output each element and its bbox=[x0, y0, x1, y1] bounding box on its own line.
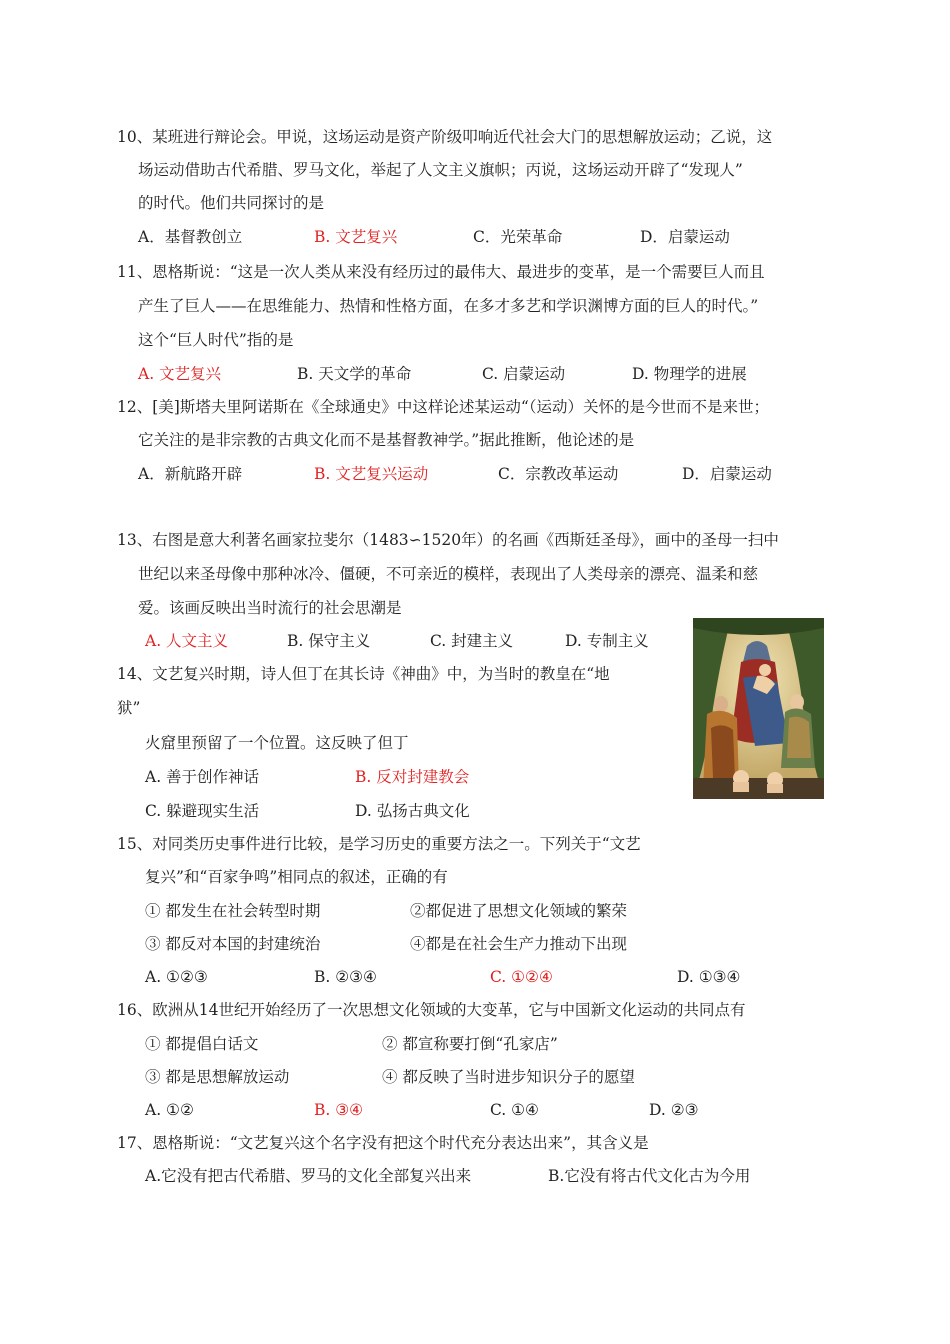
q16-stem-line-1: 16、欧洲从14世纪开始经历了一次思想文化领域的大变革，它与中国新文化运动的共同点有 bbox=[117, 1001, 746, 1019]
q12-option-d: D．启蒙运动 bbox=[682, 465, 772, 483]
q10-stem-line-3: 的时代。他们共同探讨的是 bbox=[138, 194, 325, 212]
q10-stem-line-2: 场运动借助古代希腊、罗马文化，举起了人文主义旗帜；丙说，这场运动开辟了“发现人” bbox=[138, 161, 743, 179]
q11-option-c: C. 启蒙运动 bbox=[482, 365, 566, 383]
q15-option-b: B. ②③④ bbox=[314, 968, 377, 986]
q13-option-c: C. 封建主义 bbox=[430, 632, 514, 650]
q13-stem-line-3: 爱。该画反映出当时流行的社会思潮是 bbox=[138, 599, 402, 617]
q16-statement-3: ③ 都是思想解放运动 bbox=[145, 1068, 290, 1086]
q16-option-d: D. ②③ bbox=[649, 1101, 699, 1119]
q11-stem-line-3: 这个“巨人时代”指的是 bbox=[138, 331, 294, 349]
q12-stem-line-2: 它关注的是非宗教的古典文化而不是基督教神学。”据此推断，他论述的是 bbox=[138, 431, 635, 449]
q14-stem-line-1: 14、文艺复兴时期，诗人但丁在其长诗《神曲》中，为当时的教皇在“地 bbox=[117, 665, 610, 683]
q14-option-a: A. 善于创作神话 bbox=[145, 768, 260, 786]
q15-statement-4: ④都是在社会生产力推动下出现 bbox=[410, 935, 628, 953]
q14-stem-line-3: 火窟里预留了一个位置。这反映了但丁 bbox=[145, 734, 409, 752]
q13-option-a-answer: A. 人文主义 bbox=[145, 632, 229, 650]
q16-option-c: C. ①④ bbox=[490, 1101, 539, 1119]
q12-option-b-answer: B. 文艺复兴运动 bbox=[314, 465, 429, 483]
q10-option-c: C．光荣革命 bbox=[473, 228, 563, 246]
q17-stem-line-1: 17、恩格斯说：“文艺复兴这个名字没有把这个时代充分表达出来”，其含义是 bbox=[117, 1134, 649, 1152]
q14-option-d: D. 弘扬古典文化 bbox=[355, 802, 470, 820]
q15-statement-2: ②都促进了思想文化领域的繁荣 bbox=[410, 902, 628, 920]
q13-option-b: B. 保守主义 bbox=[287, 632, 371, 650]
q14-stem-line-2: 狱” bbox=[117, 699, 141, 717]
q11-stem-line-2: 产生了巨人——在思维能力、热情和性格方面，在多才多艺和学识渊博方面的巨人的时代。” bbox=[138, 297, 759, 315]
q15-statement-1: ① 都发生在社会转型时期 bbox=[145, 902, 321, 920]
q11-option-b: B. 天文学的革命 bbox=[297, 365, 412, 383]
q12-stem-line-1: 12、[美]斯塔夫里阿诺斯在《全球通史》中这样论述某运动“（运动）关怀的是今世而不是来世； bbox=[117, 398, 769, 416]
q15-stem-line-2: 复兴”和“百家争鸣”相同点的叙述，正确的有 bbox=[145, 868, 448, 886]
q12-option-c: C．宗教改革运动 bbox=[498, 465, 619, 483]
q14-option-c: C. 躲避现实生活 bbox=[145, 802, 260, 820]
q16-statement-2: ② 都宣称要打倒“孔家店” bbox=[382, 1035, 558, 1053]
q10-stem-line-1: 10、某班进行辩论会。甲说，这场运动是资产阶级叩响近代社会大门的思想解放运动；乙说，这 bbox=[117, 128, 773, 146]
q10-option-a: A．基督教创立 bbox=[138, 228, 243, 246]
sistine-madonna-painting-icon bbox=[693, 618, 824, 799]
q13-stem-line-2: 世纪以来圣母像中那种冰冷、僵硬，不可亲近的模样，表现出了人类母亲的漂亮、温柔和慈 bbox=[138, 565, 759, 583]
q17-option-b: B.它没有将古代文化古为今用 bbox=[548, 1167, 751, 1185]
q13-option-d: D. 专制主义 bbox=[565, 632, 649, 650]
q12-option-a: A．新航路开辟 bbox=[138, 465, 243, 483]
q14-option-b-answer: B. 反对封建教会 bbox=[355, 768, 470, 786]
q11-option-d: D. 物理学的进展 bbox=[632, 365, 747, 383]
q17-option-a: A.它没有把古代希腊、罗马的文化全部复兴出来 bbox=[145, 1167, 472, 1185]
q13-stem-line-1: 13、右图是意大利著名画家拉斐尔（1483∽1520年）的名画《西斯廷圣母》，画中的圣母一扫中 bbox=[117, 531, 779, 549]
q11-option-a-answer: A. 文艺复兴 bbox=[138, 365, 222, 383]
q15-stem-line-1: 15、对同类历史事件进行比较，是学习历史的重要方法之一。下列关于“文艺 bbox=[117, 835, 641, 853]
q16-option-a: A. ①② bbox=[145, 1101, 194, 1119]
q10-option-d: D．启蒙运动 bbox=[640, 228, 730, 246]
q10-option-b-answer: B. 文艺复兴 bbox=[314, 228, 398, 246]
q16-statement-1: ① 都提倡白话文 bbox=[145, 1035, 259, 1053]
q11-stem-line-1: 11、恩格斯说：“这是一次人类从来没有经历过的最伟大、最进步的变革，是一个需要巨人而且 bbox=[117, 263, 765, 281]
q15-statement-3: ③ 都反对本国的封建统治 bbox=[145, 935, 321, 953]
q16-option-b-answer: B. ③④ bbox=[314, 1101, 364, 1119]
q16-statement-4: ④ 都反映了当时进步知识分子的愿望 bbox=[382, 1068, 635, 1086]
q15-option-a: A. ①②③ bbox=[145, 968, 208, 986]
q15-option-d: D. ①③④ bbox=[677, 968, 741, 986]
q15-option-c-answer: C. ①②④ bbox=[490, 968, 553, 986]
